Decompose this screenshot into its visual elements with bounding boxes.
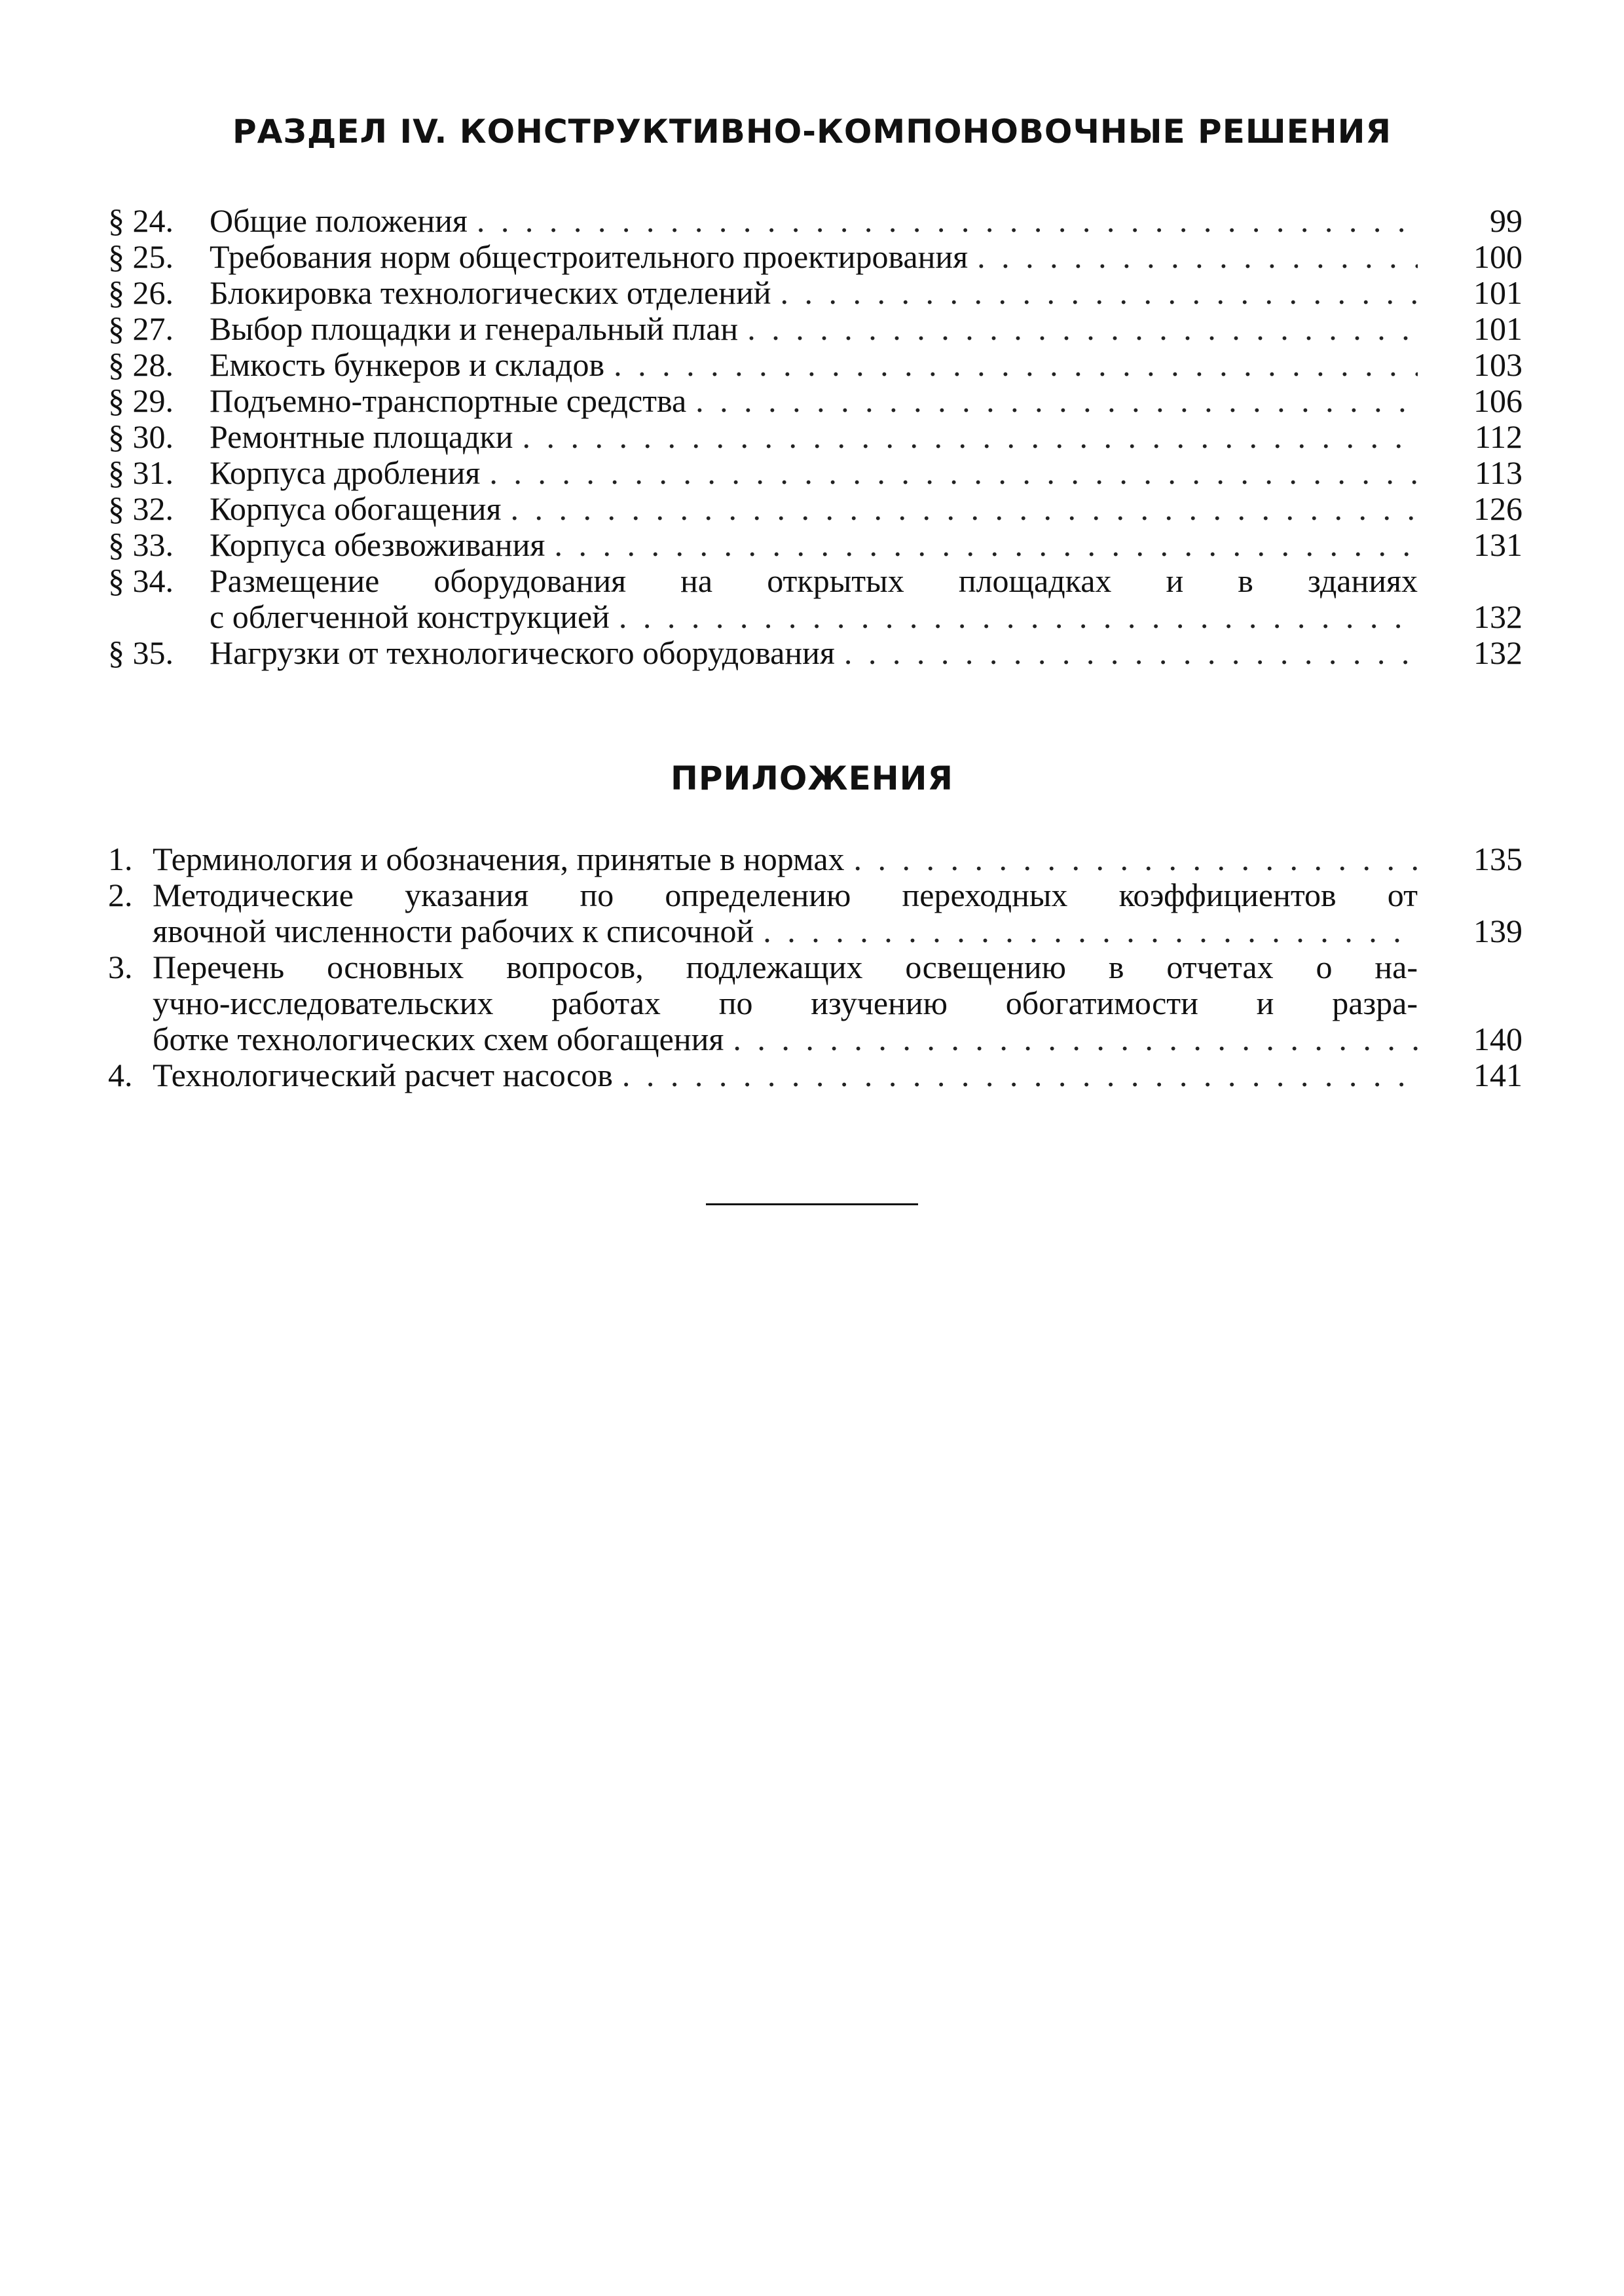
dot-leader bbox=[781, 275, 1418, 311]
toc-appendix-list bbox=[108, 841, 1522, 1093]
dot-leader bbox=[622, 1057, 1418, 1093]
toc-entry bbox=[108, 563, 1522, 635]
entry-title-line: Перечень основных вопросов, подлежащих освещению в отчетах о на- bbox=[153, 949, 1418, 985]
page-number: 103 bbox=[1473, 346, 1522, 383]
toc-entry bbox=[108, 877, 1522, 949]
entry-title-line: Методические указания по определению переходных коэффициентов от bbox=[153, 877, 1418, 913]
entry-number: § 31. bbox=[108, 454, 174, 491]
entry-title-line: Блокировка технологических отделений bbox=[210, 275, 771, 311]
entry-title-line: учно-исследовательских работах по изучению обогатимости и разра- bbox=[153, 985, 1418, 1021]
page-number: 132 bbox=[1473, 598, 1522, 635]
toc-entry bbox=[108, 949, 1522, 1057]
page-number: 141 bbox=[1473, 1057, 1522, 1093]
page-number: 139 bbox=[1473, 913, 1522, 949]
toc-entry bbox=[108, 239, 1522, 275]
toc-entry bbox=[108, 635, 1522, 671]
entry-number: § 25. bbox=[108, 238, 174, 275]
entry-title-line: Размещение оборудования на открытых площадках и в зданиях bbox=[210, 563, 1418, 599]
entry-title-line: Нагрузки от технологического оборудования bbox=[210, 635, 835, 671]
page-number: 131 bbox=[1473, 526, 1522, 563]
toc-entry bbox=[108, 275, 1522, 311]
dot-leader bbox=[614, 347, 1418, 383]
page-number: 101 bbox=[1473, 274, 1522, 311]
section-title: РАЗДЕЛ IV. КОНСТРУКТИВНО-КОМПОНОВОЧНЫЕ РЕШЕНИЯ bbox=[232, 113, 1392, 151]
entry-number: § 34. bbox=[108, 562, 174, 599]
toc-entry bbox=[108, 311, 1522, 347]
entry-title-line: Требования норм общестроительного проектирования bbox=[210, 239, 969, 275]
toc-entry bbox=[108, 347, 1522, 383]
entry-title-line: Корпуса обогащения bbox=[210, 491, 502, 527]
page-number: 135 bbox=[1473, 841, 1522, 877]
toc-section-list bbox=[108, 203, 1522, 671]
closing-rule bbox=[706, 1203, 918, 1205]
dot-leader bbox=[747, 311, 1418, 347]
entry-number: § 30. bbox=[108, 418, 174, 455]
dot-leader bbox=[523, 419, 1418, 455]
page-number: 113 bbox=[1474, 454, 1522, 491]
entry-number: 3. bbox=[108, 949, 133, 985]
toc-entry bbox=[108, 383, 1522, 419]
entry-number: § 24. bbox=[108, 202, 174, 239]
entry-number: § 26. bbox=[108, 274, 174, 311]
entry-title-line: Корпуса дробления bbox=[210, 455, 481, 491]
entry-number: § 27. bbox=[108, 310, 174, 347]
toc-entry bbox=[108, 203, 1522, 239]
page-number: 126 bbox=[1473, 490, 1522, 527]
entry-number: § 35. bbox=[108, 634, 174, 671]
entry-number: § 32. bbox=[108, 490, 174, 527]
page-number: 99 bbox=[1490, 202, 1522, 239]
dot-leader bbox=[510, 491, 1418, 527]
toc-entry bbox=[108, 419, 1522, 455]
toc-entry bbox=[108, 455, 1522, 491]
dot-leader bbox=[489, 455, 1418, 491]
entry-number: § 28. bbox=[108, 346, 174, 383]
page-number: 101 bbox=[1473, 310, 1522, 347]
dot-leader bbox=[619, 599, 1418, 635]
entry-title-line: Ремонтные площадки bbox=[210, 419, 513, 455]
entry-title-line: явочной численности рабочих к списочной bbox=[153, 913, 754, 949]
dot-leader bbox=[844, 635, 1418, 671]
entry-number: 4. bbox=[108, 1057, 133, 1093]
entry-title-line: Технологический расчет насосов bbox=[153, 1057, 613, 1093]
entry-title-line: Подъемно-транспортные средства bbox=[210, 383, 687, 419]
appendix-title: ПРИЛОЖЕНИЯ bbox=[671, 759, 953, 797]
entry-number: § 29. bbox=[108, 382, 174, 419]
entry-number: § 33. bbox=[108, 526, 174, 563]
entry-number: 2. bbox=[108, 877, 133, 913]
dot-leader bbox=[763, 913, 1418, 949]
dot-leader bbox=[977, 239, 1418, 275]
toc-entry bbox=[108, 841, 1522, 877]
page-number: 106 bbox=[1473, 382, 1522, 419]
entry-title-line: Общие положения bbox=[210, 203, 468, 239]
page-number: 100 bbox=[1473, 238, 1522, 275]
page-number: 132 bbox=[1473, 634, 1522, 671]
entry-title-line: Выбор площадки и генеральный план bbox=[210, 311, 739, 347]
dot-leader bbox=[477, 203, 1418, 239]
toc-entry bbox=[108, 491, 1522, 527]
dot-leader bbox=[695, 383, 1418, 419]
dot-leader bbox=[854, 841, 1418, 877]
entry-title-line: ботке технологических схем обогащения bbox=[153, 1021, 724, 1057]
page-number: 112 bbox=[1474, 418, 1522, 455]
entry-title-line: Корпуса обезвоживания bbox=[210, 527, 545, 563]
entry-title-line: с облегченной конструкцией bbox=[210, 599, 610, 635]
toc-entry bbox=[108, 527, 1522, 563]
toc-entry bbox=[108, 1057, 1522, 1093]
entry-title-line: Терминология и обозначения, принятые в нормах bbox=[153, 841, 845, 877]
dot-leader bbox=[733, 1021, 1418, 1057]
page-number: 140 bbox=[1473, 1021, 1522, 1057]
dot-leader bbox=[554, 527, 1418, 563]
entry-number: 1. bbox=[108, 841, 133, 877]
entry-title-line: Емкость бункеров и складов bbox=[210, 347, 605, 383]
